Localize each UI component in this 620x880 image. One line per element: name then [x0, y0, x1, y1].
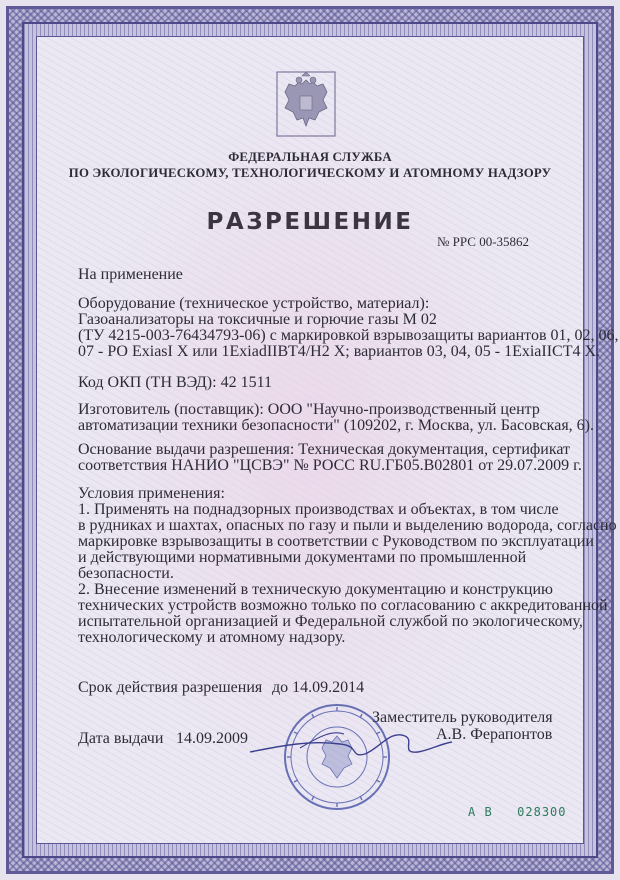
conditions-line: в рудниках и шахтах, опасных по газу и пыли и выделению водорода, согласно — [78, 517, 617, 534]
equipment-line-4: 07 - РО ExiasI X или 1ExiadIIВТ4/Н2 X; вариантов 03, 04, 05 - 1ExiaIIСТ4 X. — [78, 343, 601, 360]
conditions-line: технологическому и атомному надзору. — [78, 629, 346, 646]
okp-code: Код ОКП (ТН ВЭД): 42 1511 — [78, 374, 272, 391]
conditions-line: и действующими нормативными документами по промышленной — [78, 549, 527, 566]
manufacturer-line-2: автоматизации техники безопасности" (109202, г. Москва, ул. Басовская, 6). — [78, 417, 594, 434]
conditions-line: технических устройств возможно только по согласованию с аккредитованной — [78, 597, 608, 614]
basis-line-1: Основание выдачи разрешения: Техническая документация, сертификат — [78, 441, 571, 458]
issue-date-value: 14.09.2009 — [176, 730, 248, 747]
conditions-line: безопасности. — [78, 565, 174, 582]
conditions-line: испытательной организацией и Федеральной службой по экологическому, — [78, 613, 583, 630]
basis-line-2: соответствия НАНИО "ЦСВЭ" № РОСС RU.ГБ05.В02801 от 29.07.2009 г. — [78, 457, 582, 474]
equipment-line-3: (ТУ 4215-003-76434793-06) с маркировкой взрывозащиты вариантов 01, 02, 06, — [78, 327, 619, 344]
signatory-name: А.В. Ферапонтов — [436, 726, 553, 743]
document-title: РАЗРЕШЕНИЕ — [206, 209, 414, 235]
conditions-line: 1. Применять на поднадзорных производствах и объектах, в том числе — [78, 501, 559, 518]
conditions-line: 2. Внесение изменений в техническую документацию и конструкцию — [78, 581, 553, 598]
agency-name-line2: ПО ЭКОЛОГИЧЕСКОМУ, ТЕХНОЛОГИЧЕСКОМУ И АТОМНОМУ НАДЗОРУ — [68, 166, 552, 180]
signatory-position: Заместитель руководителя — [372, 709, 553, 726]
equipment-line-2: Газоанализаторы на токсичные и горючие газы М 02 — [78, 311, 437, 328]
conditions-heading: Условия применения: — [78, 485, 225, 502]
equipment-line-1: Оборудование (техническое устройство, материал): — [78, 295, 430, 312]
validity-label: Срок действия разрешения — [78, 679, 263, 696]
issue-date-label: Дата выдачи — [78, 730, 164, 747]
serial-series: А В — [468, 805, 493, 819]
agency-name-line1: ФЕДЕРАЛЬНАЯ СЛУЖБА — [228, 150, 392, 164]
usage-text: На применение — [78, 266, 183, 283]
permit-number: № РРС 00-35862 — [437, 234, 530, 249]
blank-serial — [468, 805, 567, 819]
manufacturer-line-1: Изготовитель (поставщик): ООО "Научно-производственный центр — [78, 401, 540, 418]
coat-of-arms-emblem — [275, 70, 337, 138]
conditions-line: маркировке взрывозащиты в соответствии с Руководством по эксплуатации — [78, 533, 594, 550]
serial-number: 028300 — [517, 805, 567, 819]
validity-date: до 14.09.2014 — [272, 679, 365, 696]
